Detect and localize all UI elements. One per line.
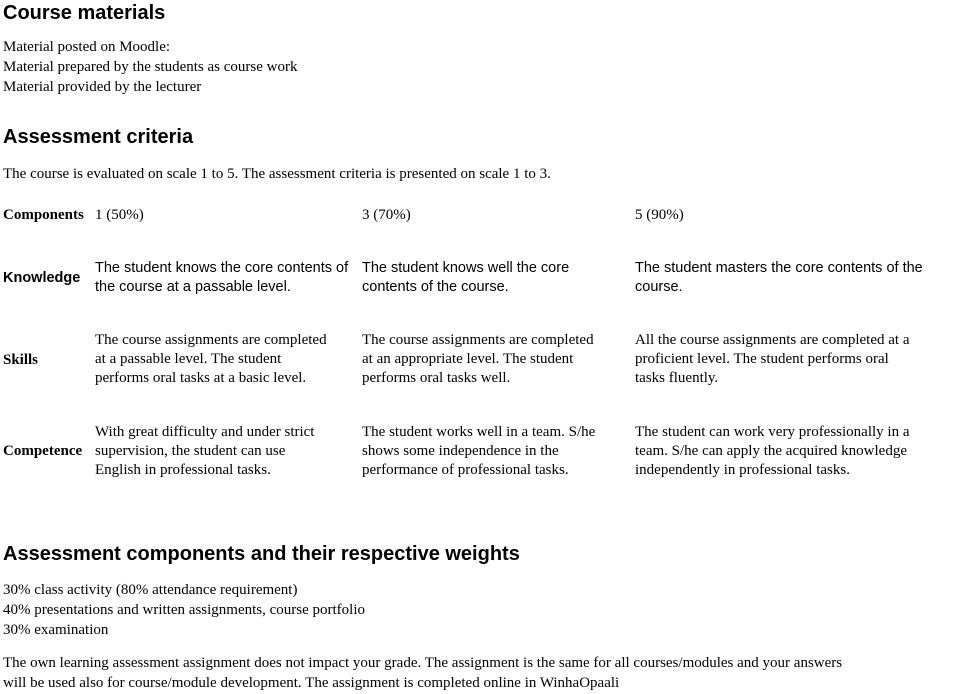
criteria-cell: All the course assignments are completed at a proficient level. The student performs oral tasks fluently. [635,332,910,386]
criteria-table [3,204,953,494]
course-material-item: Material provided by the lecturer [3,79,202,95]
course-materials-list [3,37,298,97]
assessment-components-heading: Assessment components and their respective weights [3,543,520,565]
criteria-header-grade-3: 3 (70%) [362,207,411,223]
course-material-item: Material posted on Moodle: [3,39,171,55]
criteria-row-label-competence: Competence [3,443,83,459]
assessment-criteria-heading: Assessment criteria [3,126,194,148]
assessment-component-item: 40% presentations and written assignments, course portfolio [3,602,366,618]
criteria-header-components: Components [3,207,84,223]
criteria-cell: The student works well in a team. S/he shows some independence in the performance of professional tasks. [362,424,596,478]
assessment-component-item: 30% examination [3,622,109,638]
course-materials-heading: Course materials [3,2,166,24]
assessment-note-line: The own learning assessment assignment does not impact your grade. The assignment is the same for all courses/modules and your answers [3,655,843,671]
criteria-header-grade-1: 1 (50%) [95,207,144,223]
criteria-cell: The student knows the core contents of the course at a passable level. [95,260,349,295]
criteria-cell: The course assignments are completed at a passable level. The student performs oral tasks at a basic level. [95,332,327,386]
assessment-components-list [3,580,365,640]
criteria-header-grade-5: 5 (90%) [635,207,684,223]
criteria-row-label-skills: Skills [3,352,39,368]
assessment-note-line: will be used also for course/module development. The assignment is completed online in WinhaOpaali [3,675,620,691]
course-material-item: Material prepared by the students as course work [3,59,298,75]
criteria-cell: The student masters the core contents of the course. [635,260,923,295]
criteria-cell: The course assignments are completed at an appropriate level. The student performs oral tasks well. [362,332,594,386]
assessment-component-item: 30% class activity (80% attendance requirement) [3,582,298,598]
criteria-cell: With great difficulty and under strict supervision, the student can use English in professional tasks. [95,424,315,478]
criteria-cell: The student knows well the core contents of the course. [362,260,570,295]
assessment-criteria-intro: The course is evaluated on scale 1 to 5. The assessment criteria is presented on scale 1 to 3. [3,166,551,182]
assessment-note [3,653,842,693]
criteria-row-label-knowledge: Knowledge [3,270,81,286]
criteria-cell: The student can work very professionally in a team. S/he can apply the acquired knowledge independently in professional tasks. [635,424,910,478]
